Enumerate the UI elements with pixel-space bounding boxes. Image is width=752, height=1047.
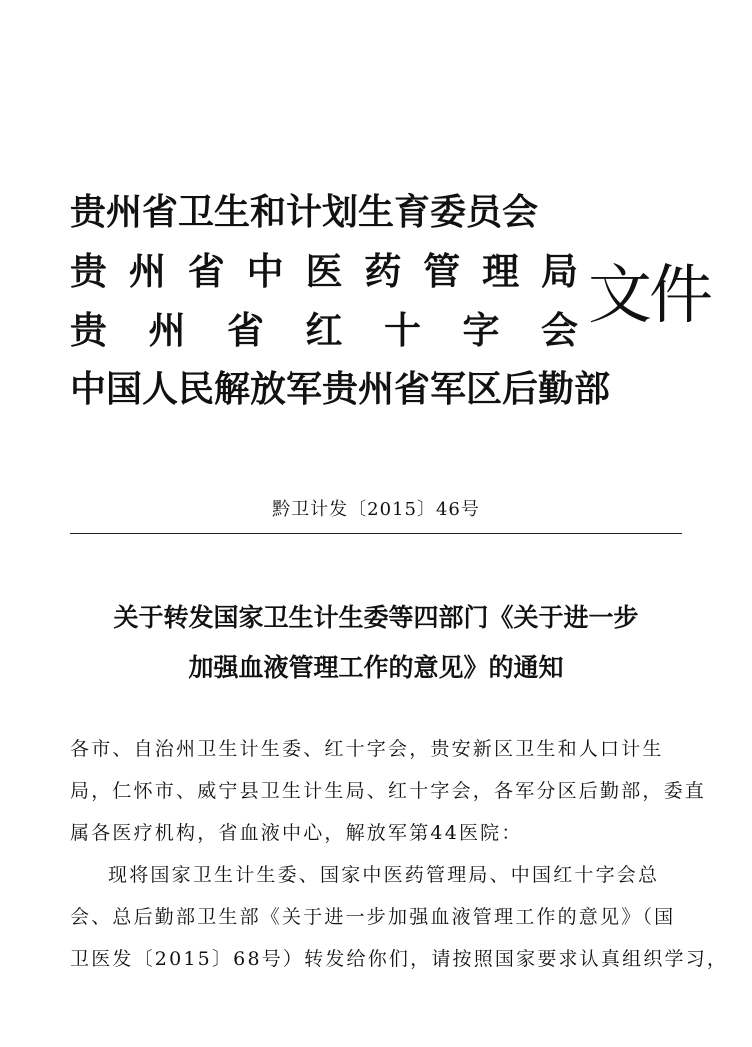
body-line: 现将国家卫生计生委、国家中医药管理局、中国红十字会总 <box>108 864 660 886</box>
document-number: 黔卫计发〔2015〕46号 <box>272 499 480 520</box>
issuer-char: 州 <box>128 249 166 293</box>
header-divider <box>70 533 682 534</box>
document-title-line-1: 关于转发国家卫生计生委等四部门《关于进一步 <box>113 603 639 632</box>
issuer-char: 贵 <box>70 308 107 352</box>
issuer-char: 局 <box>541 249 578 293</box>
issuer-char: 中 <box>246 249 284 293</box>
issuer-char: 州 <box>148 308 186 352</box>
issuer-military-logistics-text: 中国人民解放军贵州省军区后勤部 <box>70 368 611 410</box>
issuer-char: 十 <box>384 308 421 352</box>
issuer-char: 省 <box>227 308 264 352</box>
body-line: 各市、自治州卫生计生委、红十字会，贵安新区卫生和人口计生 <box>70 738 664 760</box>
body-line: 会、总后勤部卫生部《关于进一步加强血液管理工作的意见》（国 <box>70 906 676 928</box>
issuer-char: 管 <box>423 249 461 293</box>
issuer-health-commission <box>70 186 578 245</box>
body-line: 局，仁怀市、威宁县卫生计生局、红十字会，各军分区后勤部，委直 <box>70 780 707 802</box>
issuer-char: 省 <box>187 249 225 293</box>
body-line: 卫医发〔2015〕68号）转发给你们，请按照国家要求认真组织学习， <box>70 948 729 970</box>
issuer-tcm-bureau <box>70 245 578 304</box>
issuer-char: 贵 <box>70 249 107 293</box>
issuer-health-commission-text: 贵州省卫生和计划生育委员会 <box>70 191 539 233</box>
issuer-char: 医 <box>305 249 343 293</box>
issuer-char: 会 <box>541 308 578 352</box>
document-suffix: 文件 <box>588 259 710 333</box>
issuing-authorities <box>70 186 611 422</box>
issuer-char: 药 <box>364 249 402 293</box>
issuer-red-cross <box>70 304 578 363</box>
issuer-military-logistics <box>70 363 611 422</box>
issuer-char: 字 <box>462 308 500 352</box>
issuer-char: 红 <box>305 308 343 352</box>
document-title-line-2: 加强血液管理工作的意见》的通知 <box>188 653 564 682</box>
body-line: 属各医疗机构，省血液中心，解放军第44医院： <box>70 822 523 844</box>
issuer-char: 理 <box>482 249 520 293</box>
